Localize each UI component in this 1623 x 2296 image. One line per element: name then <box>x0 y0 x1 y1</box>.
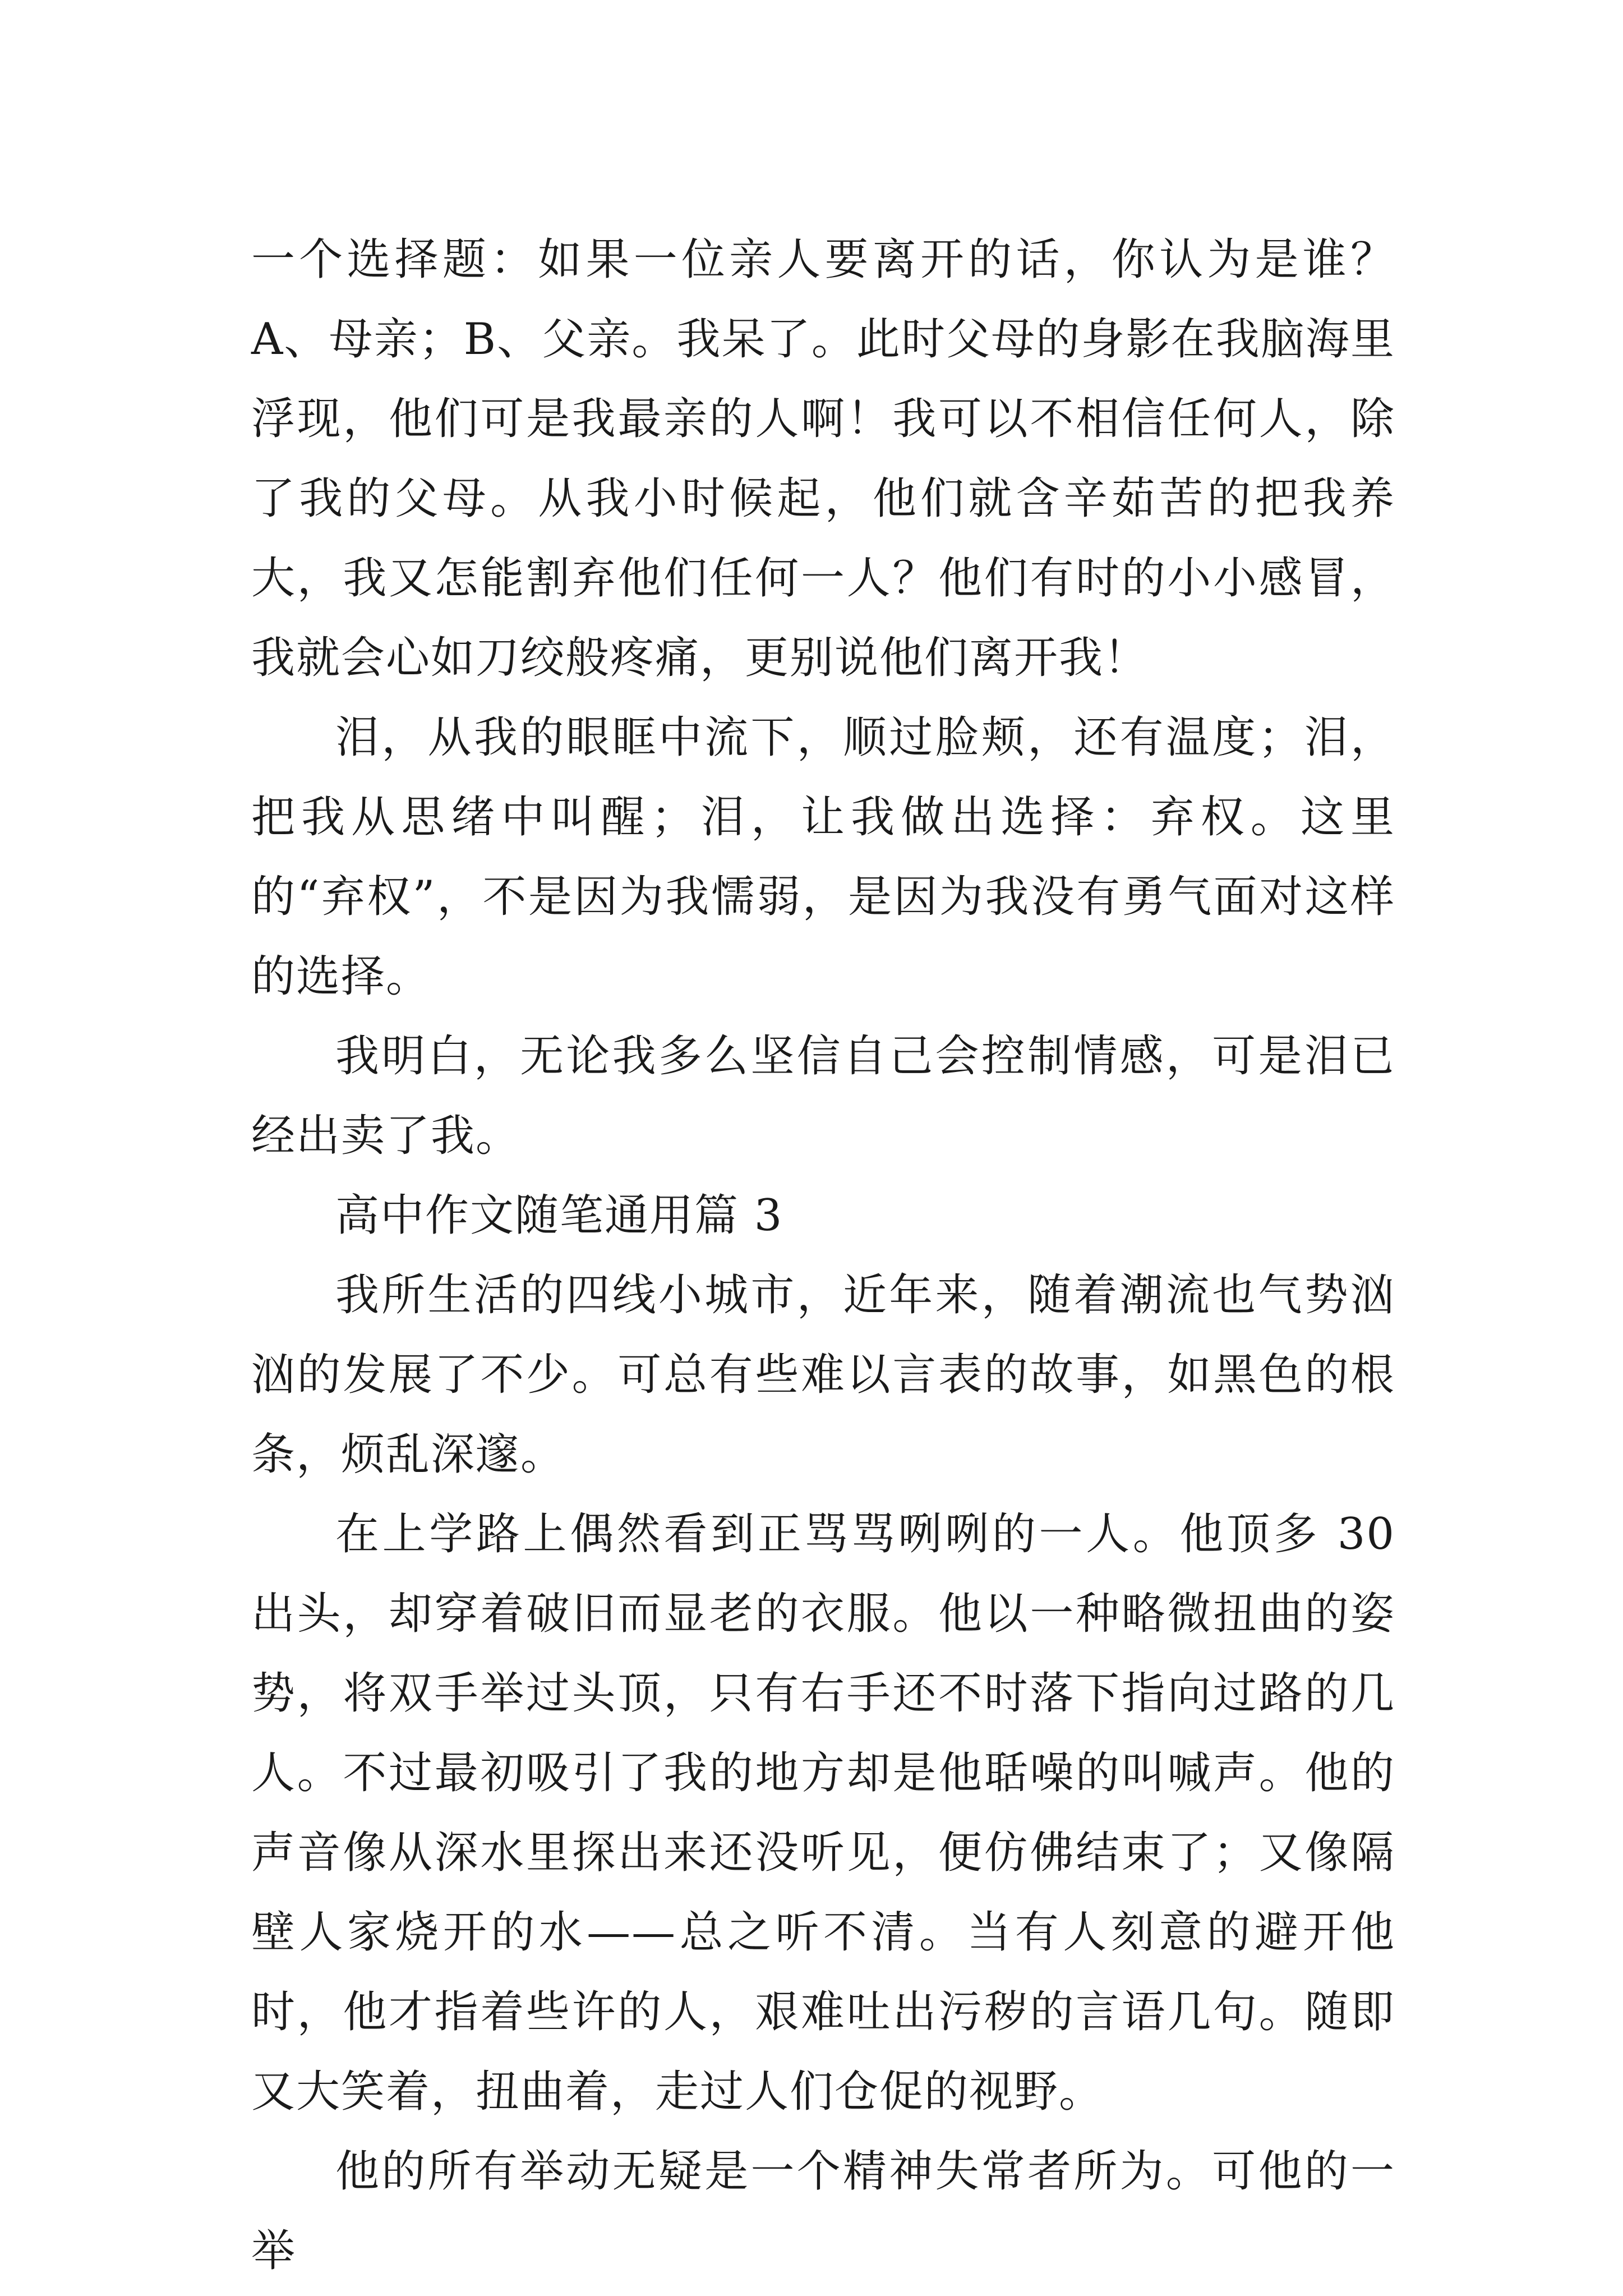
paragraph-3: 我明白，无论我多么坚信自己会控制情感，可是泪已经出卖了我。 <box>251 1031 1395 1161</box>
document-page <box>251 220 1395 2291</box>
paragraph-2: 泪，从我的眼眶中流下，顺过脸颊，还有温度；泪，把我从思绪中叫醒；泪，让我做出选择：弃权。这里的“弃权”，不是因为我懦弱，是因为我没有勇气面对这样的选择。 <box>251 712 1395 1002</box>
paragraph-5: 在上学路上偶然看到正骂骂咧咧的一人。他顶多 30 出头，却穿着破旧而显老的衣服。他以一种略微扭曲的姿势，将双手举过头顶，只有右手还不时落下指向过路的几人。不过最初吸引了我的地方却是他聒噪的叫喊声。他的声音像从深水里探出来还没听见，便仿佛结束了；又像隔壁人家烧开的水——总之听不清。当有人刻意的避开他时，他才指着些许的人，艰难吐出污秽的言语几句。随即又大笑着，扭曲着，走过人们仓促的视野。 <box>251 1509 1395 2117</box>
paragraph-1: 一个选择题：如果一位亲人要离开的话，你认为是谁？A、母亲；B、父亲。我呆了。此时父母的身影在我脑海里浮现，他们可是我最亲的人啊！我可以不相信任何人，除了我的父母。从我小时候起，他们就含辛茹苦的把我养大，我又怎能割弃他们任何一人？他们有时的小小感冒，我就会心如刀绞般疼痛，更别说他们离开我！ <box>251 234 1395 683</box>
paragraph-4: 我所生活的四线小城市，近年来，随着潮流也气势汹汹的发展了不少。可总有些难以言表的故事，如黑色的根条，烦乱深邃。 <box>251 1270 1395 1480</box>
paragraph-6: 他的所有举动无疑是一个精神失常者所为。可他的一举 <box>251 2146 1395 2276</box>
section-heading: 高中作文随笔通用篇 3 <box>335 1190 783 1241</box>
